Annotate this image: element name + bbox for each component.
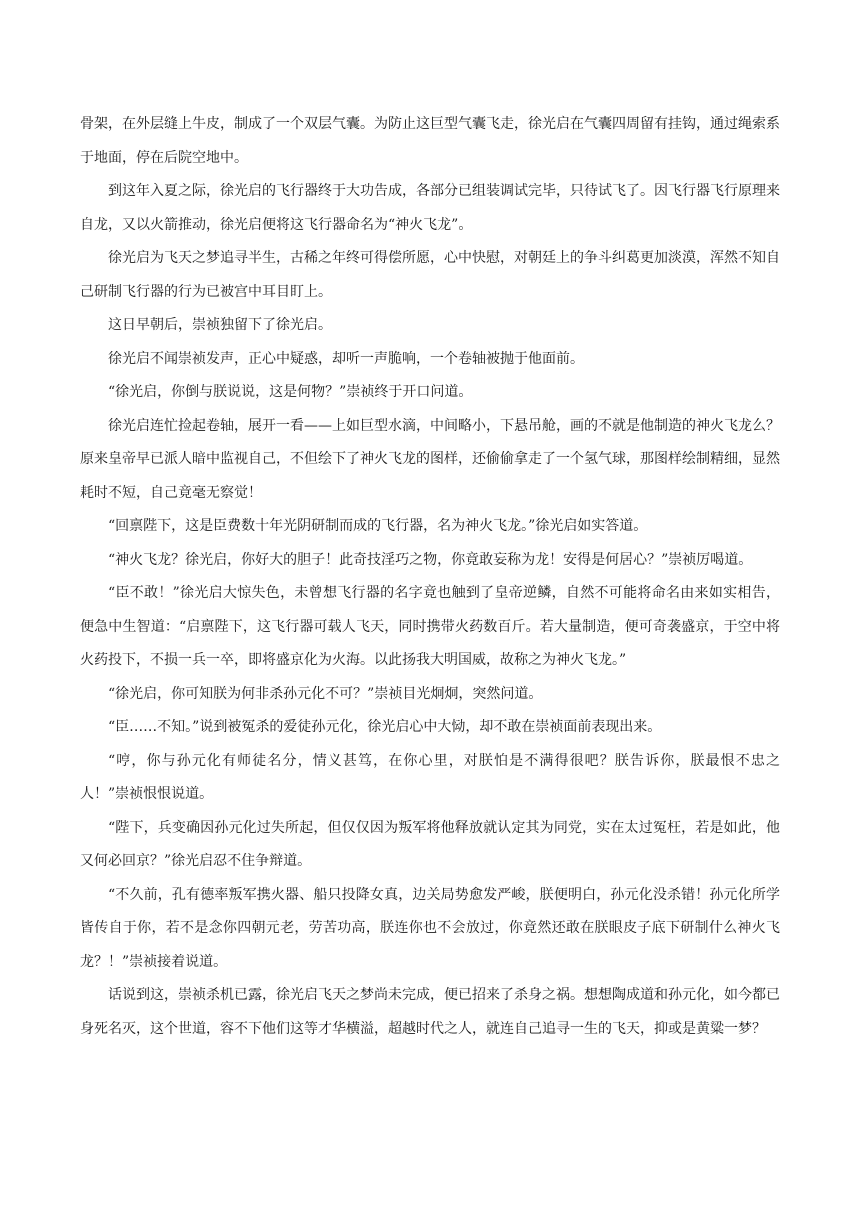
paragraph: 徐光启连忙捡起卷轴，展开一看——上如巨型水滴，中间略小，下悬吊舱，画的不就是他制造的神火飞龙么？原来皇帝早已派人暗中监视自己，不但绘下了神火飞龙的图样，还偷偷拿走了一个氢气球，那图样绘制精细，显然耗时不短，自己竟毫无察觉！: [80, 417, 780, 501]
paragraph: 这日早朝后，崇祯独留下了徐光启。: [108, 317, 332, 333]
document-body: [80, 108, 780, 1046]
paragraph: 话说到这，崇祯杀机已露，徐光启飞天之梦尚未完成，便已招来了杀身之祸。想想陶成道和孙元化，如今都已身死名灭，这个世道，容不下他们这等才华横溢，超越时代之人，就连自己追寻一生的飞天，抑或是黄粱一梦？: [80, 987, 780, 1037]
paragraph: “徐光启，你可知朕为何非杀孙元化不可？”崇祯目光炯炯，突然问道。: [108, 685, 543, 702]
paragraph: 徐光启不闻崇祯发声，正心中疑惑，却听一声脆响，一个卷轴被抛于他面前。: [108, 350, 584, 367]
paragraph: “陛下，兵变确因孙元化过失所起，但仅仅因为叛军将他释放就认定其为同党，实在太过冤枉，若是如此，他又何必回京？”徐光启忍不住争辩道。: [80, 819, 780, 869]
paragraph: “臣……不知。”说到被冤杀的爱徒孙元化，徐光启心中大恸，却不敢在崇祯面前表现出来。: [108, 719, 662, 735]
paragraph: “神火飞龙？徐光启，你好大的胆子！此奇技淫巧之物，你竟敢妄称为龙！安得是何居心？”崇祯厉喝道。: [108, 551, 753, 568]
paragraph: “徐光启，你倒与朕说说，这是何物？”崇祯终于开口问道。: [108, 384, 473, 400]
paragraph: “臣不敢！”徐光启大惊失色，未曾想飞行器的名字竟也触到了皇帝逆鳞，自然不可能将命名由来如实相告，便急中生智道：“启禀陛下，这飞行器可载人飞天，同时携带火药数百斤。若大量制造，便可奇袭盛京，于空中将火药投下，不损一兵一卒，即将盛京化为火海。以此扬我大明国威，故称之为神火飞龙。”: [80, 585, 780, 668]
paragraph: 徐光启为飞天之梦追寻半生，古稀之年终可得偿所愿，心中快慰，对朝廷上的争斗纠葛更加淡漠，浑然不知自己研制飞行器的行为已被宫中耳目盯上。: [80, 250, 780, 300]
paragraph: “不久前，孔有德率叛军携火器、船只投降女真，边关局势愈发严峻，朕便明白，孙元化没杀错！孙元化所学皆传自于你，若不是念你四朝元老，劳苦功高，朕连你也不会放过，你竟然还敢在朕眼皮子底下研制什么神火飞龙？！”崇祯接着说道。: [80, 886, 780, 970]
paragraph: 骨架，在外层缝上牛皮，制成了一个双层气囊。为防止这巨型气囊飞走，徐光启在气囊四周留有挂钩，通过绳索系于地面，停在后院空地中。: [80, 116, 780, 166]
paragraph: “回禀陛下，这是臣费数十年光阴研制而成的飞行器，名为神火飞龙。”徐光启如实答道。: [108, 518, 648, 534]
paragraph: 到这年入夏之际，徐光启的飞行器终于大功告成，各部分已组装调试完毕，只待试飞了。因飞行器飞行原理来自龙，又以火箭推动，徐光启便将这飞行器命名为“神火飞龙”。: [80, 183, 780, 233]
paragraph: “哼，你与孙元化有师徒名分，情义甚笃，在你心里，对朕怕是不满得很吧？朕告诉你，朕最恨不忠之人！”崇祯恨恨说道。: [80, 752, 780, 802]
